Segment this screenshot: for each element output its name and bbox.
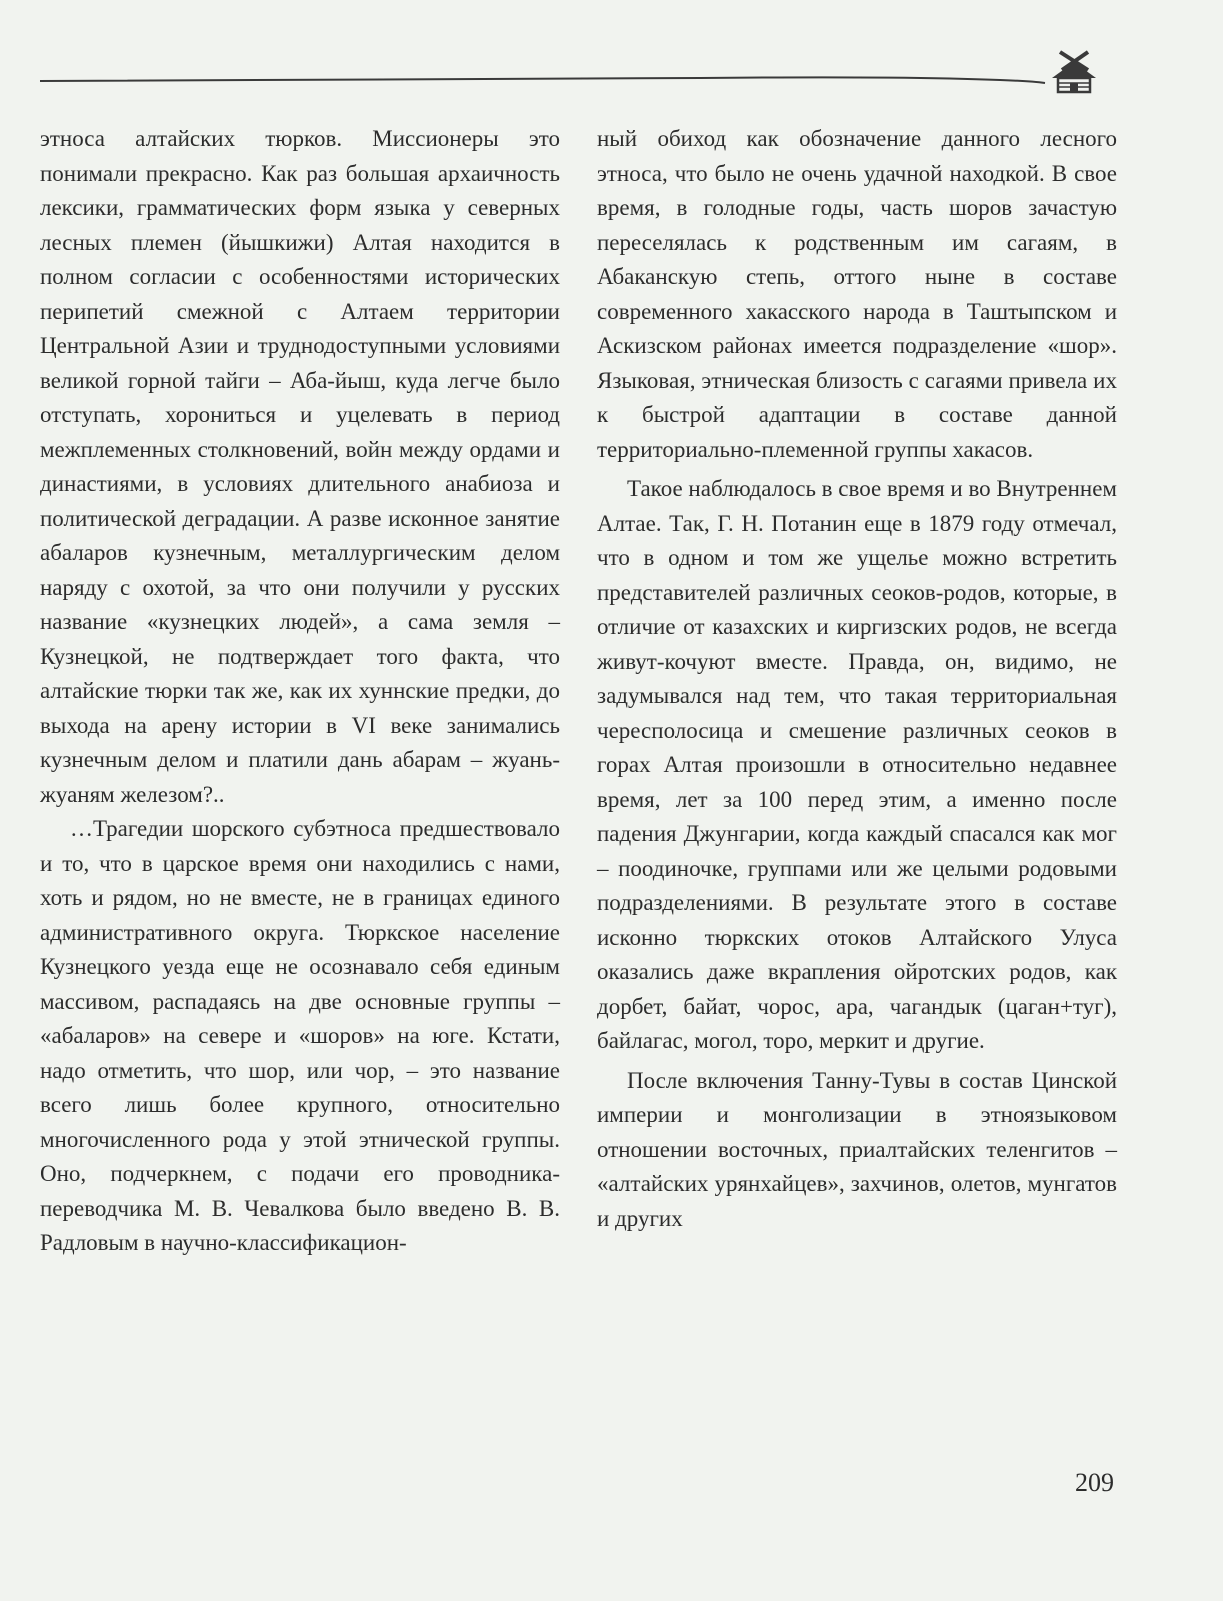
header-rule	[0, 50, 1223, 110]
paragraph: Такое наблюдалось в свое время и во Внутреннем Алтае. Так, Г. Н. Потанин еще в 1879 году отмечал, что в одном и том же ущелье можно встретить представителей различных сеоков-родов, которые, в отличие от казахских и киргизских родов, не всегда живут-кочуют вместе. Правда, он, видимо, не задумывался над тем, что такая территориальная чересполосица и смешение различных сеоков в горах Алтая произошли в относительно недавнее время, лет за 100 перед этим, а именно после падения Джунгарии, когда каждый спасался как мог – поодиночке, группами или же целыми родовыми подразделениями. В результате этого в составе исконно тюркских отоков Алтайского Улуса оказались даже вкрапления ойротских родов, как дорбет, байат, чорос, ара, чагандык (цаган+туг), байлагас, могол, торо, меркит и другие.	[597, 476, 1117, 1053]
right-column	[597, 122, 1117, 1236]
left-column	[40, 122, 560, 1261]
hut-icon	[1052, 52, 1096, 92]
paragraph: После включения Танну-Тувы в состав Цинской империи и монголизации в этноязыковом отношении восточных, приалтайских теленгитов – «алтайских урянхайцев», захчинов, олетов, мунгатов и других	[597, 1067, 1117, 1231]
paragraph: …Трагедии шорского субэтноса предшествовало и то, что в царское время они находились с нами, хоть и рядом, но не вместе, не в границах единого административного округа. Тюркское население Кузнецкого уезда еще не осознавало себя единым массивом, распадаясь на две основные группы – «абаларов» на севере и «шоров» на юге. Кстати, надо отметить, что шор, или чор, – это название всего лишь более крупного, относительно многочисленного рода у этой этнической группы. Оно, подчеркнем, с подачи его проводника-переводчика М. В. Чевалкова было введено В. В. Радловым в научно-классификацион-	[40, 816, 560, 1255]
paragraph: ный обиход как обозначение данного лесного этноса, что было не очень удачной находкой. В свое время, в голодные годы, часть шоров зачастую переселялась к родственным им сагаям, в Абаканскую степь, оттого ныне в составе современного хакасского народа в Таштыпском и Аскизском районах имеется подразделение «шор». Языковая, этническая близость с сагаями привела их к быстрой адаптации в составе данной территориально-племенной группы хакасов.	[597, 126, 1117, 462]
page-number: 209	[1075, 1468, 1114, 1497]
paragraph: этноса алтайских тюрков. Миссионеры это понимали прекрасно. Как раз большая архаичность лексики, грамматических форм языка у северных лесных племен (йышкижи) Алтая находится в полном согласии с особенностями исторических перипетий смежной с Алтаем территории Центральной Азии и труднодоступными условиями великой горной тайги – Аба-йыш, куда легче было отступать, хорониться и уцелевать в период межплеменных столкновений, войн между ордами и династиями, в условиях длительного анабиоза и политической деградации. А разве исконное занятие абаларов кузнечным, металлургическим делом наряду с охотой, за что они получили у русских название «кузнецких людей», а сама земля – Кузнецкой, не подтверждает того факта, что алтайские тюрки так же, как их хуннские предки, до выхода на арену истории в VI веке занимались кузнечным делом и платили дань абарам – жуань-жуаням железом?..	[40, 126, 560, 807]
header-line	[40, 77, 1045, 83]
